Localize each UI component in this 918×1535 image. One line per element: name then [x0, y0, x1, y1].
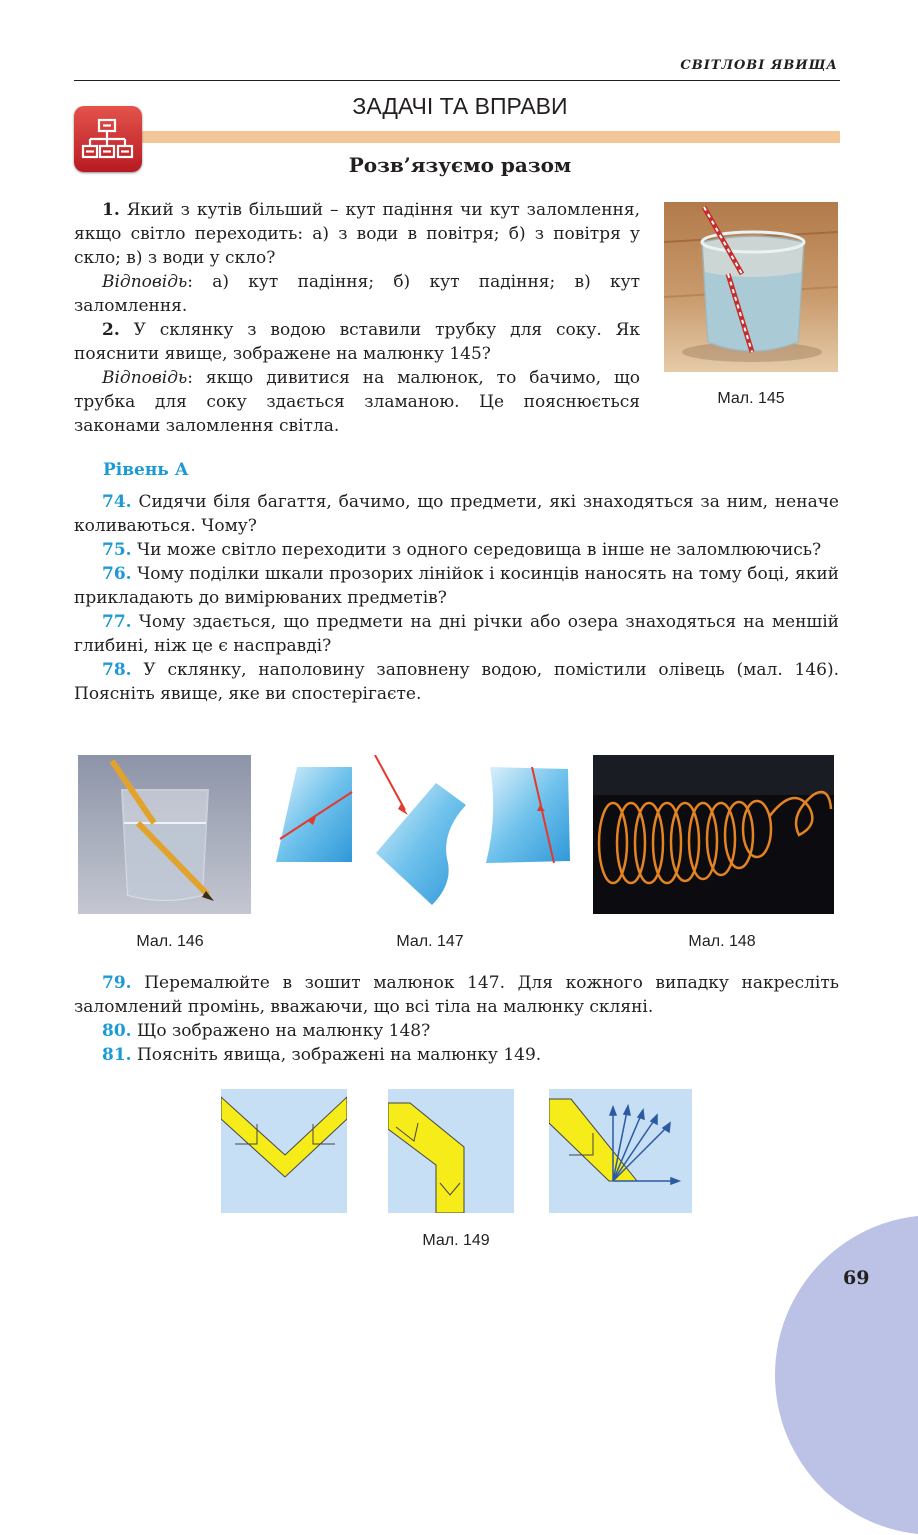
figure-148-image — [593, 755, 834, 914]
exercise-81-number: 81. — [102, 1045, 132, 1065]
exercise-79-text: Перемалюйте в зошит малюнок 147. Для кожного випадку накресліть заломлений промінь, вважаючи, що всі тіла на малюнку скляні. — [74, 973, 839, 1017]
exercise-list-a — [74, 490, 839, 706]
answer-2-label: Відповідь — [102, 368, 188, 388]
exercise-77 — [74, 610, 839, 658]
figure-148-caption: Мал. 148 — [688, 933, 756, 950]
solved-problems — [74, 198, 640, 438]
exercise-list-b — [74, 971, 839, 1067]
answer-2 — [74, 366, 640, 438]
figure-149-caption: Мал. 149 — [422, 1232, 490, 1249]
exercise-78-number: 78. — [102, 660, 132, 680]
exercise-74-text: Сидячи біля багаття, бачимо, що предмети, які знаходяться за ним, неначе коливаються. Чому? — [74, 492, 839, 536]
exercise-79-number: 79. — [102, 973, 132, 993]
level-a-heading: Рівень А — [103, 460, 189, 480]
exercise-75-text: Чи може світло переходити з одного середовища в інше не заломлюючись? — [136, 540, 822, 560]
exercise-74 — [74, 490, 839, 538]
exercise-78-text: У склянку, наполовину заповнену водою, помістили олівець (мал. 146). Поясніть явище, яке ви спостерігаєте. — [74, 660, 840, 704]
problem-1 — [74, 198, 640, 270]
problem-2 — [74, 318, 640, 366]
subheading: Розв’язуємо разом — [348, 153, 572, 177]
exercise-78 — [74, 658, 839, 706]
problem-1-text: Який з кутів більший – кут падіння чи кут заломлення, якщо світло переходить: а) з води в повітря; б) з повітря у скло; в) з води у скло? — [74, 200, 640, 268]
figure-147-caption: Мал. 147 — [396, 933, 464, 950]
exercise-76-number: 76. — [102, 564, 132, 584]
running-head: СВІТЛОВІ ЯВИЩА — [680, 58, 838, 73]
hierarchy-icon — [74, 106, 142, 172]
figure-146-caption: Мал. 146 — [136, 933, 204, 950]
figure-149-panel-b — [388, 1089, 514, 1213]
exercise-80 — [74, 1019, 839, 1043]
problem-1-number: 1. — [102, 200, 120, 220]
header-rule — [74, 80, 840, 81]
figure-149-panel-c — [549, 1089, 692, 1213]
exercise-74-number: 74. — [102, 492, 132, 512]
answer-1-label: Відповідь — [102, 272, 188, 292]
exercise-80-number: 80. — [102, 1021, 132, 1041]
problem-2-number: 2. — [102, 320, 120, 340]
figure-149-panel-a — [221, 1089, 347, 1213]
section-title: ЗАДАЧІ ТА ВПРАВИ — [352, 93, 568, 119]
figure-145-image — [664, 202, 838, 372]
problem-2-text: У склянку з водою вставили трубку для соку. Як пояснити явище, зображене на малюнку 145? — [74, 320, 641, 364]
title-band — [140, 131, 840, 143]
page-number: 69 — [843, 1267, 870, 1289]
exercise-81-text: Поясніть явища, зображені на малюнку 149. — [136, 1045, 542, 1065]
figure-147-image — [270, 755, 575, 925]
exercise-76-text: Чому поділки шкали прозорих лінійок і косинців наносять на тому боці, який прикладають до вимірюваних предметів? — [74, 564, 840, 608]
figure-146-image — [78, 755, 251, 914]
answer-1 — [74, 270, 640, 318]
exercise-79 — [74, 971, 839, 1019]
exercise-80-text: Що зображено на малюнку 148? — [136, 1021, 431, 1041]
answer-2-text: : якщо дивитися на малюнок, то бачимо, що трубка для соку здається зламаною. Це пояснюється законами заломлення світла. — [74, 368, 640, 436]
exercise-75 — [74, 538, 839, 562]
exercise-76 — [74, 562, 839, 610]
exercise-77-number: 77. — [102, 612, 132, 632]
figure-145-caption: Мал. 145 — [717, 390, 785, 407]
answer-1-text: : а) кут падіння; б) кут падіння; в) кут заломлення. — [74, 272, 640, 316]
exercise-81 — [74, 1043, 839, 1067]
exercise-75-number: 75. — [102, 540, 132, 560]
exercise-77-text: Чому здається, що предмети на дні річки або озера знаходяться на меншій глибині, ніж це є насправді? — [74, 612, 840, 656]
corner-decoration — [775, 1215, 918, 1535]
